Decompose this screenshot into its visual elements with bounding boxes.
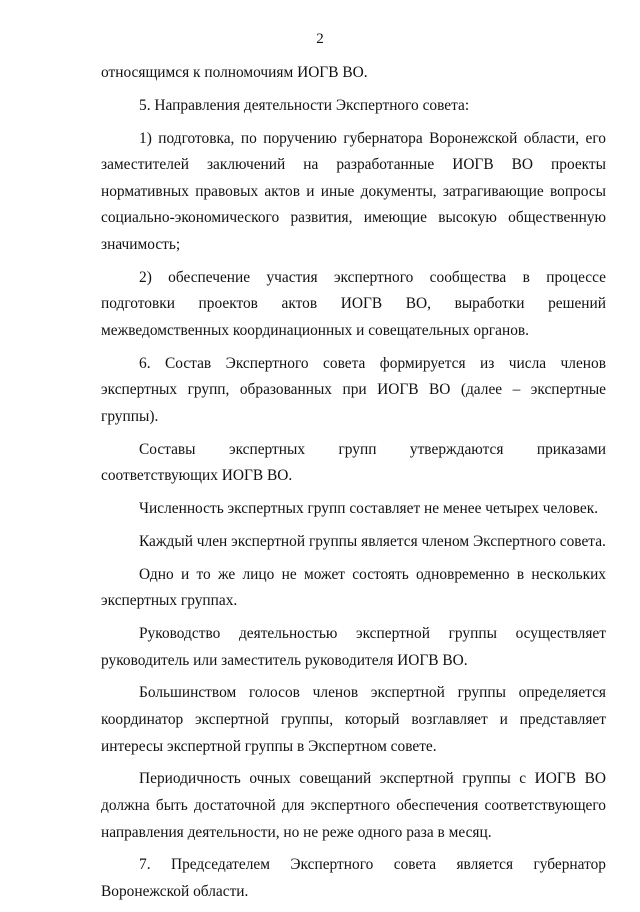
paragraph-section-6: 6. Состав Экспертного совета формируется из числа членов экспертных групп, образованных при ИОГВ ВО (далее – экспертные группы).	[101, 354, 606, 425]
paragraph-group-membership: Каждый член экспертной группы является членом Экспертного совета.	[139, 532, 606, 550]
paragraph-meeting-frequency: Периодичность очных совещаний экспертной группы с ИОГВ ВО должна быть достаточной для экспертного обеспечения соответствующего направления деятельности, но не реже одного раза в месяц.	[101, 770, 606, 841]
paragraph-group-coordinator: Большинством голосов членов экспертной группы определяется координатор экспертной группы, который возглавляет и представляет интересы экспертной группы в Экспертном совете.	[101, 684, 606, 755]
paragraph-group-size: Численность экспертных групп составляет не менее четырех человек.	[139, 500, 599, 518]
paragraph-group-leadership: Руководство деятельностью экспертной группы осуществляет руководитель или заместитель руководителя ИОГВ ВО.	[101, 624, 606, 669]
paragraph-single-group: Одно и то же лицо не может состоять одновременно в нескольких экспертных группах.	[101, 565, 606, 610]
page-number: 2	[316, 31, 324, 47]
paragraph-continuation: относящимся к полномочиям ИОГВ ВО.	[101, 64, 368, 81]
paragraph-section-7: 7. Председателем Экспертного совета является губернатор Воронежской области.	[101, 856, 606, 900]
paragraph-item-1: 1) подготовка, по поручению губернатора Воронежской области, его заместителей заключений на разработанные ИОГВ ВО проекты нормативных правовых актов и иные документы, затрагивающие вопросы социально-экономического развития, имеющие высокую общественную значимость;	[101, 129, 606, 253]
paragraph-group-composition: Составы экспертных групп утверждаются приказами соответствующих ИОГВ ВО.	[101, 440, 606, 485]
paragraph-section-5: 5. Направления деятельности Экспертного совета:	[139, 96, 470, 114]
document-body	[101, 60, 606, 912]
paragraph-item-2: 2) обеспечение участия экспертного сообщества в процессе подготовки проектов актов ИОГВ ВО, выработки решений межведомственных координационных и совещательных органов.	[101, 268, 606, 339]
